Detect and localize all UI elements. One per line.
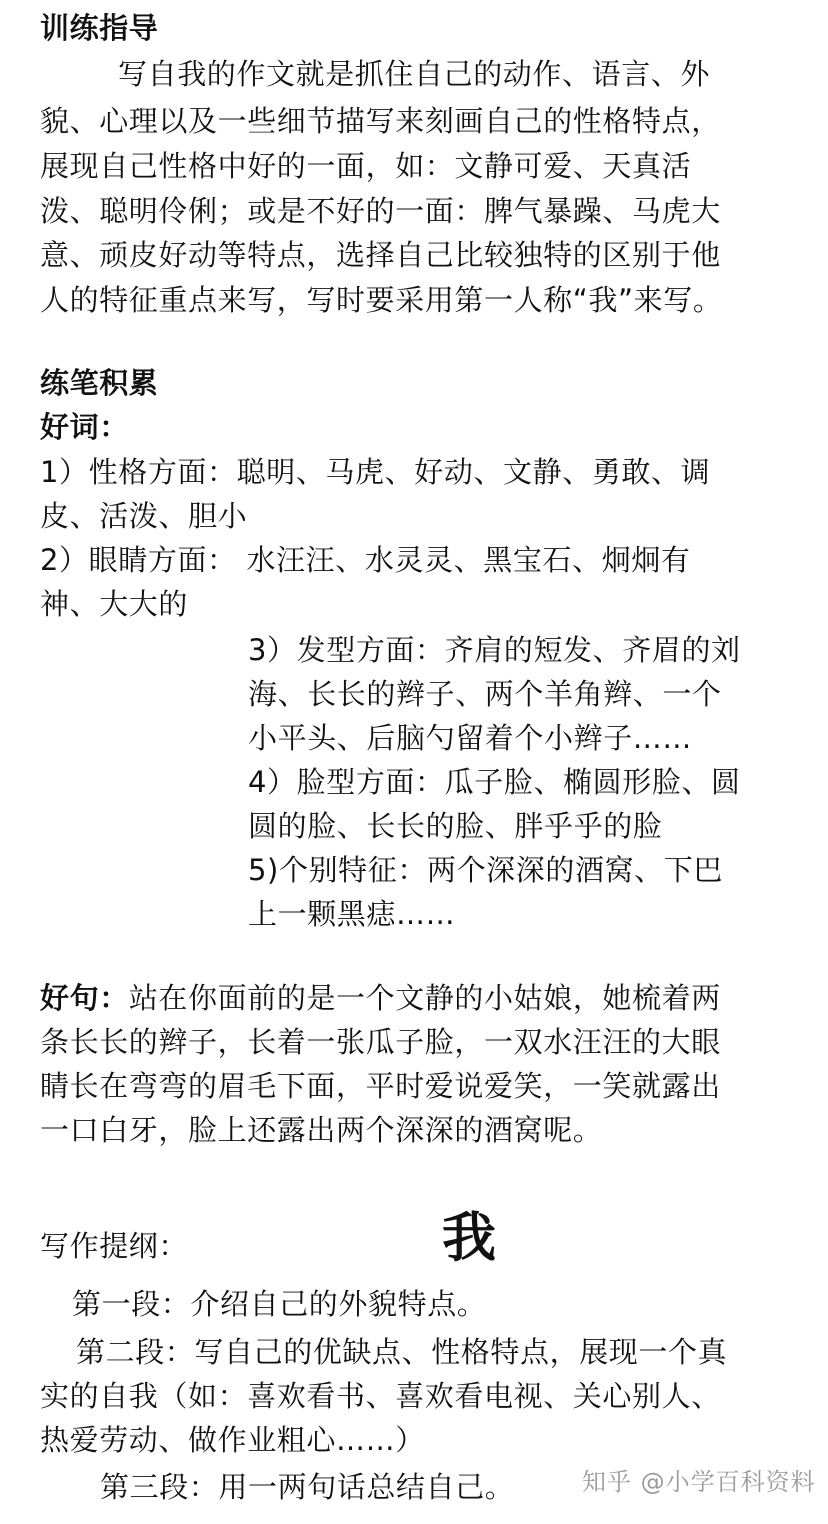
- guide-line-5: 意、顽皮好动等特点，选择自己比较独特的区别于他: [40, 238, 721, 272]
- guide-line-4: 泼、聪明伶俐；或是不好的一面：脾气暴躁、马虎大: [40, 194, 721, 228]
- watermark: 知乎 @小学百科资料: [582, 1468, 816, 1496]
- good-sentence-line-1: [40, 976, 721, 1021]
- outline-label: 写作提纲：: [40, 1229, 189, 1263]
- indented-line-3: 小平头、后脑勺留着个小辫子……: [248, 721, 693, 755]
- outline-para-1: 第一段：介绍自己的外貌特点。: [72, 1287, 487, 1321]
- guide-line-3: 展现自己性格中好的一面，如：文静可爱、天真活: [40, 149, 692, 183]
- good-sentence-line-4: 一口白牙，脸上还露出两个深深的酒窝呢。: [40, 1113, 603, 1147]
- indented-line-7: 上一颗黑痣……: [248, 897, 456, 931]
- outline-para-3: 第三段：用一两句话总结自己。: [100, 1470, 515, 1504]
- good-words-heading: 好词：: [40, 410, 129, 444]
- outline-para-2-line-2: 实的自我（如：喜欢看书、喜欢看电视、关心别人、: [40, 1379, 721, 1413]
- good-sentence-line-2: 条长长的辫子，长着一张瓜子脸，一双水汪汪的大眼: [40, 1025, 721, 1059]
- indented-line-1: 3）发型方面：齐肩的短发、齐眉的刘: [248, 633, 741, 667]
- guide-heading: 训练指导: [40, 11, 159, 45]
- word-line-3: 2）眼睛方面： 水汪汪、水灵灵、黑宝石、炯炯有: [40, 543, 691, 577]
- good-sentence-line-3: 睛长在弯弯的眉毛下面，平时爱说爱笑，一笑就露出: [40, 1069, 721, 1103]
- indented-line-6: 5)个别特征：两个深深的酒窝、下巴: [248, 853, 723, 887]
- indented-line-5: 圆的脸、长长的脸、胖乎乎的脸: [248, 809, 663, 843]
- word-line-1: 1）性格方面：聪明、马虎、好动、文静、勇敢、调: [40, 455, 711, 489]
- word-line-4: 神、大大的: [40, 587, 189, 621]
- word-line-2: 皮、活泼、胆小: [40, 499, 248, 533]
- outline-para-2-line-1: 第二段：写自己的优缺点、性格特点，展现一个真: [76, 1335, 728, 1369]
- outline-para-2-line-3: 热爱劳动、做作业粗心……）: [40, 1423, 425, 1457]
- guide-line-1: 写自我的作文就是抓住自己的动作、语言、外: [118, 57, 711, 91]
- indented-line-2: 海、长长的辫子、两个羊角辫、一个: [248, 677, 722, 711]
- indented-line-4: 4）脸型方面：瓜子脸、椭圆形脸、圆: [248, 765, 741, 799]
- practice-heading: 练笔积累: [40, 366, 159, 400]
- guide-line-2: 貌、心理以及一些细节描写来刻画自己的性格特点，: [40, 104, 721, 138]
- good-sentence-text-1: 站在你面前的是一个文静的小姑娘，她梳着两: [128, 981, 721, 1015]
- outline-title: 我: [442, 1206, 496, 1269]
- guide-line-6: 人的特征重点来写，写时要采用第一人称“我”来写。: [40, 283, 723, 317]
- good-sentence-label: 好句：: [40, 981, 129, 1015]
